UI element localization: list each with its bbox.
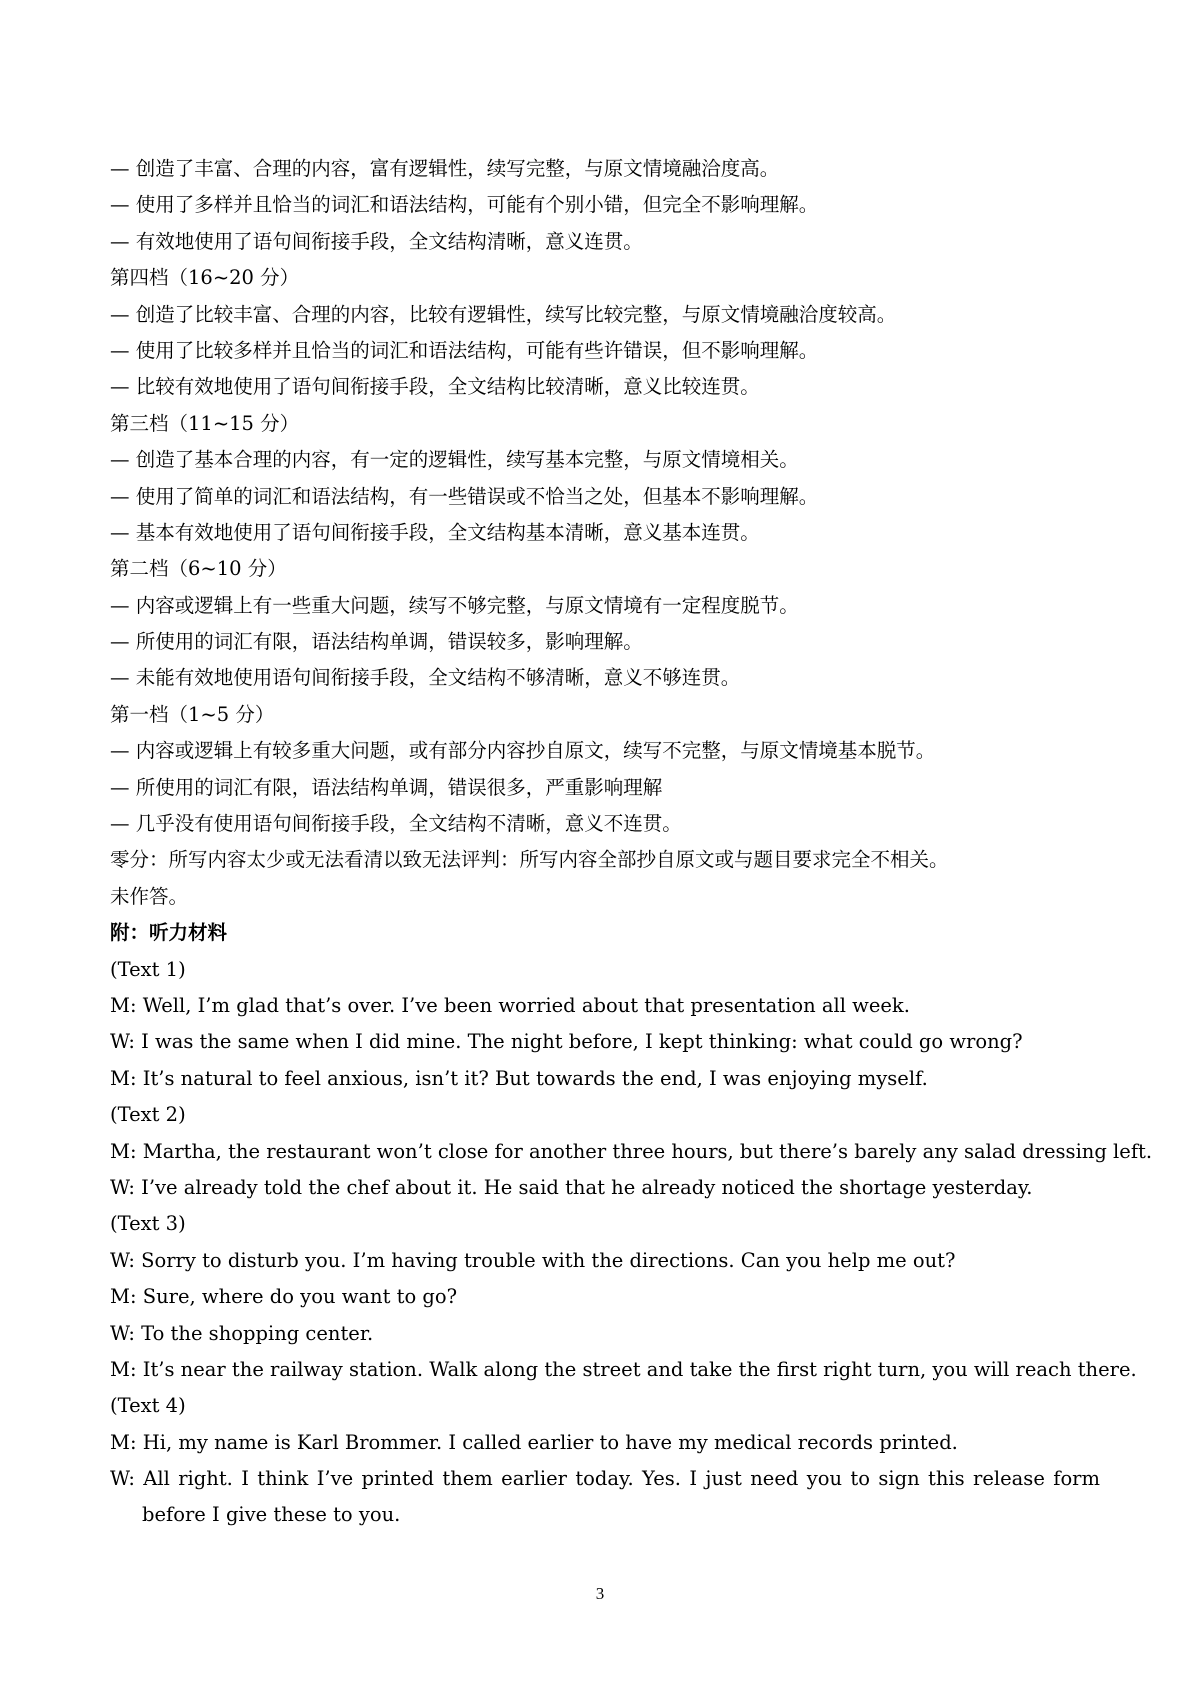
criteria-line: — 使用了多样并且恰当的词汇和语法结构，可能有个别小错，但完全不影响理解。	[110, 193, 819, 217]
page-content	[110, 151, 1153, 1534]
dialogue-line: M: Martha, the restaurant won’t close for another three hours, but there’s barely any salad dressing left.	[110, 1139, 1153, 1163]
criteria-line: — 所使用的词汇有限，语法结构单调，错误很多，严重影响理解	[110, 775, 663, 799]
appendix-heading: 附：听力材料	[110, 921, 228, 945]
dialogue-line: W: Sorry to disturb you. I’m having trouble with the directions. Can you help me out?	[110, 1248, 956, 1272]
dialogue-paragraph: W: All right. I think I’ve printed them earlier today. Yes. I just need you to sign this release form before I give these to you.	[110, 1467, 1100, 1527]
criteria-line: — 几乎没有使用语句间衔接手段，全文结构不清晰，意义不连贯。	[110, 812, 682, 836]
dialogue-line: M: Well, I’m glad that’s over. I’ve been worried about that presentation all week.	[110, 993, 910, 1017]
dialogue-line: M: Hi, my name is Karl Brommer. I called earlier to have my medical records printed.	[110, 1430, 958, 1454]
criteria-line: — 内容或逻辑上有较多重大问题，或有部分内容抄自原文，续写不完整，与原文情境基本脱节。	[110, 739, 936, 763]
text-label: (Text 1)	[110, 957, 186, 981]
criteria-line: — 比较有效地使用了语句间衔接手段，全文结构比较清晰，意义比较连贯。	[110, 375, 760, 399]
criteria-line: — 未能有效地使用语句间衔接手段，全文结构不够清晰，意义不够连贯。	[110, 666, 741, 690]
grade-heading: 第一档（1~5 分）	[110, 702, 275, 726]
grade-heading: 第三档（11~15 分）	[110, 411, 300, 435]
dialogue-line: W: To the shopping center.	[110, 1321, 374, 1345]
text-label: (Text 3)	[110, 1212, 186, 1236]
criteria-line: — 基本有效地使用了语句间衔接手段，全文结构基本清晰，意义基本连贯。	[110, 520, 760, 544]
text-label: (Text 4)	[110, 1394, 186, 1418]
criteria-line: — 创造了丰富、合理的内容，富有逻辑性，续写完整，与原文情境融洽度高。	[110, 157, 780, 180]
criteria-line: — 有效地使用了语句间衔接手段，全文结构清晰，意义连贯。	[110, 229, 643, 253]
grade-heading: 第二档（6~10 分）	[110, 557, 287, 581]
text-label: (Text 2)	[110, 1103, 186, 1127]
page-number: 3	[595, 1584, 605, 1603]
criteria-line: — 使用了简单的词汇和语法结构，有一些错误或不恰当之处，但基本不影响理解。	[110, 484, 819, 508]
criteria-line: — 内容或逻辑上有一些重大问题，续写不够完整，与原文情境有一定程度脱节。	[110, 593, 799, 617]
criteria-line: — 创造了比较丰富、合理的内容，比较有逻辑性，续写比较完整，与原文情境融洽度较高。	[110, 302, 897, 326]
grade-heading: 第四档（16~20 分）	[110, 266, 300, 290]
dialogue-line: M: It’s natural to feel anxious, isn’t it? But towards the end, I was enjoying myself.	[110, 1066, 928, 1090]
no-answer-line: 未作答。	[110, 884, 189, 908]
dialogue-line: M: Sure, where do you want to go?	[110, 1285, 458, 1309]
zero-score-line: 零分：所写内容太少或无法看清以致无法评判：所写内容全部抄自原文或与题目要求完全不相关。	[110, 848, 949, 872]
criteria-line: — 所使用的词汇有限，语法结构单调，错误较多，影响理解。	[110, 630, 643, 654]
criteria-line: — 使用了比较多样并且恰当的词汇和语法结构，可能有些许错误，但不影响理解。	[110, 338, 819, 362]
dialogue-line: M: It’s near the railway station. Walk along the street and take the first right turn, you will reach there.	[110, 1357, 1137, 1381]
criteria-line: — 创造了基本合理的内容，有一定的逻辑性，续写基本完整，与原文情境相关。	[110, 448, 799, 472]
dialogue-line: W: I was the same when I did mine. The night before, I kept thinking: what could go wrong?	[110, 1030, 1023, 1054]
dialogue-line: W: I’ve already told the chef about it. He said that he already noticed the shortage yesterday.	[110, 1175, 1033, 1199]
